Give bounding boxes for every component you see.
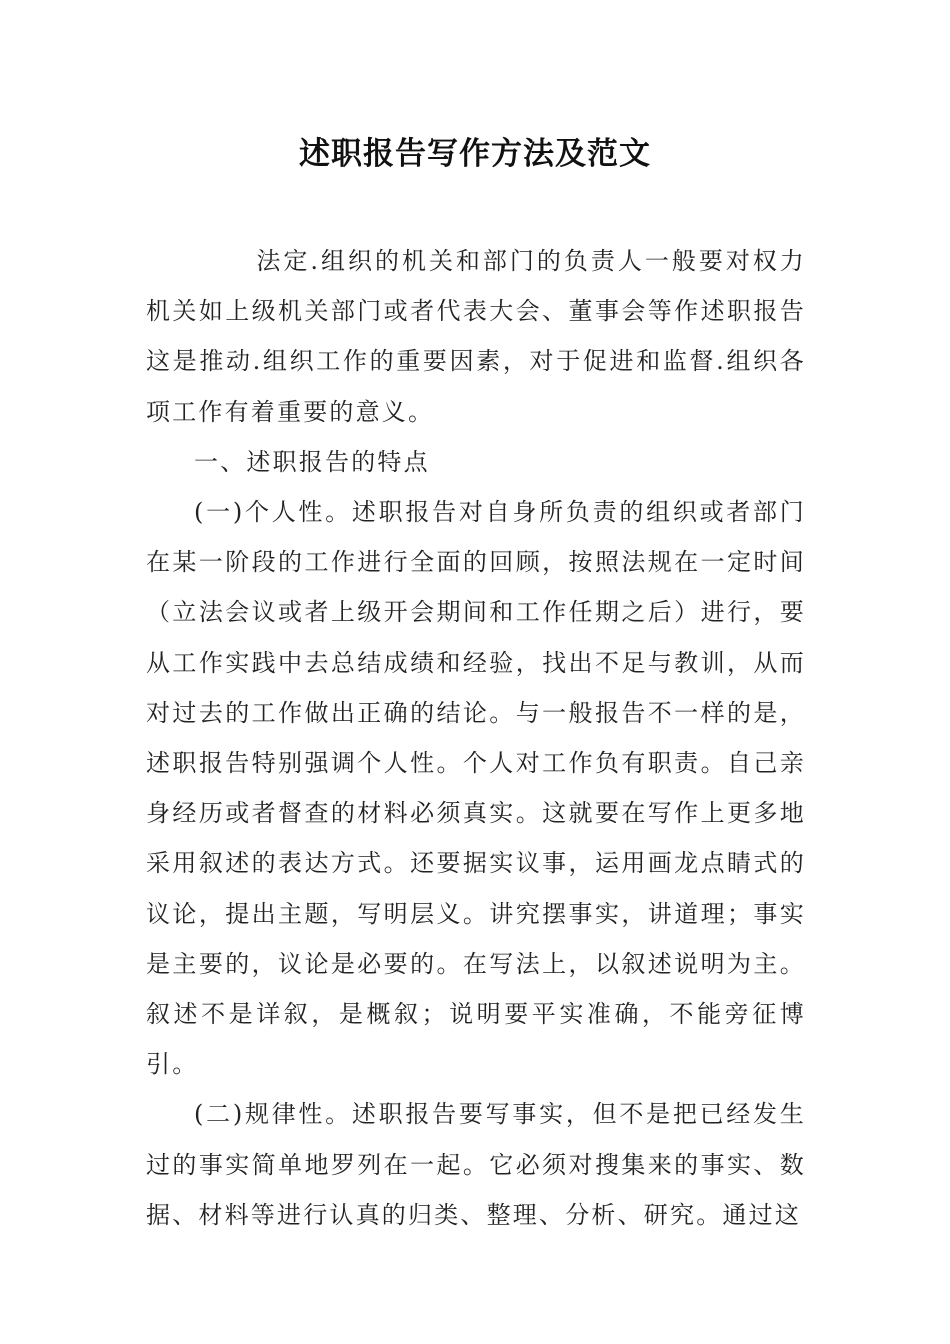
document-title: 述职报告写作方法及范文 <box>299 136 651 172</box>
document-body <box>146 236 806 1240</box>
intro-paragraph: 法定.组织的机关和部门的负责人一般要对权力机关如上级机关部门或者代表大会、董事会等作述职报告这是推动.组织工作的重要因素，对于促进和监督.组织各项工作有着重要的意义。 <box>146 247 806 426</box>
body-paragraph: (一)个人性。述职报告对自身所负责的组织或者部门在某一阶段的工作进行全面的回顾，按照法规在一定时间（立法会议或者上级开会期间和工作任期之后）进行，要从工作实践中去总结成绩和经验，找出不足与教训，从而对过去的工作做出正确的结论。与一般报告不一样的是，述职报告特别强调个人性。个人对工作负有职责。自己亲身经历或者督查的材料必须真实。这就要在写作上更多地采用叙述的表达方式。还要据实议事，运用画龙点睛式的议论，提出主题，写明层义。讲究摆事实，讲道理；事实是主要的，议论是必要的。在写法上，以叙述说明为主。叙述不是详叙，是概叙；说明要平实准确，不能旁征博引。 <box>146 498 806 1079</box>
section-heading: 一、述职报告的特点 <box>194 447 430 476</box>
body-paragraph: (二)规律性。述职报告要写事实，但不是把已经发生过的事实简单地罗列在一起。它必须对搜集来的事实、数据、材料等进行认真的归类、整理、分析、研究。通过这 <box>146 1100 806 1229</box>
